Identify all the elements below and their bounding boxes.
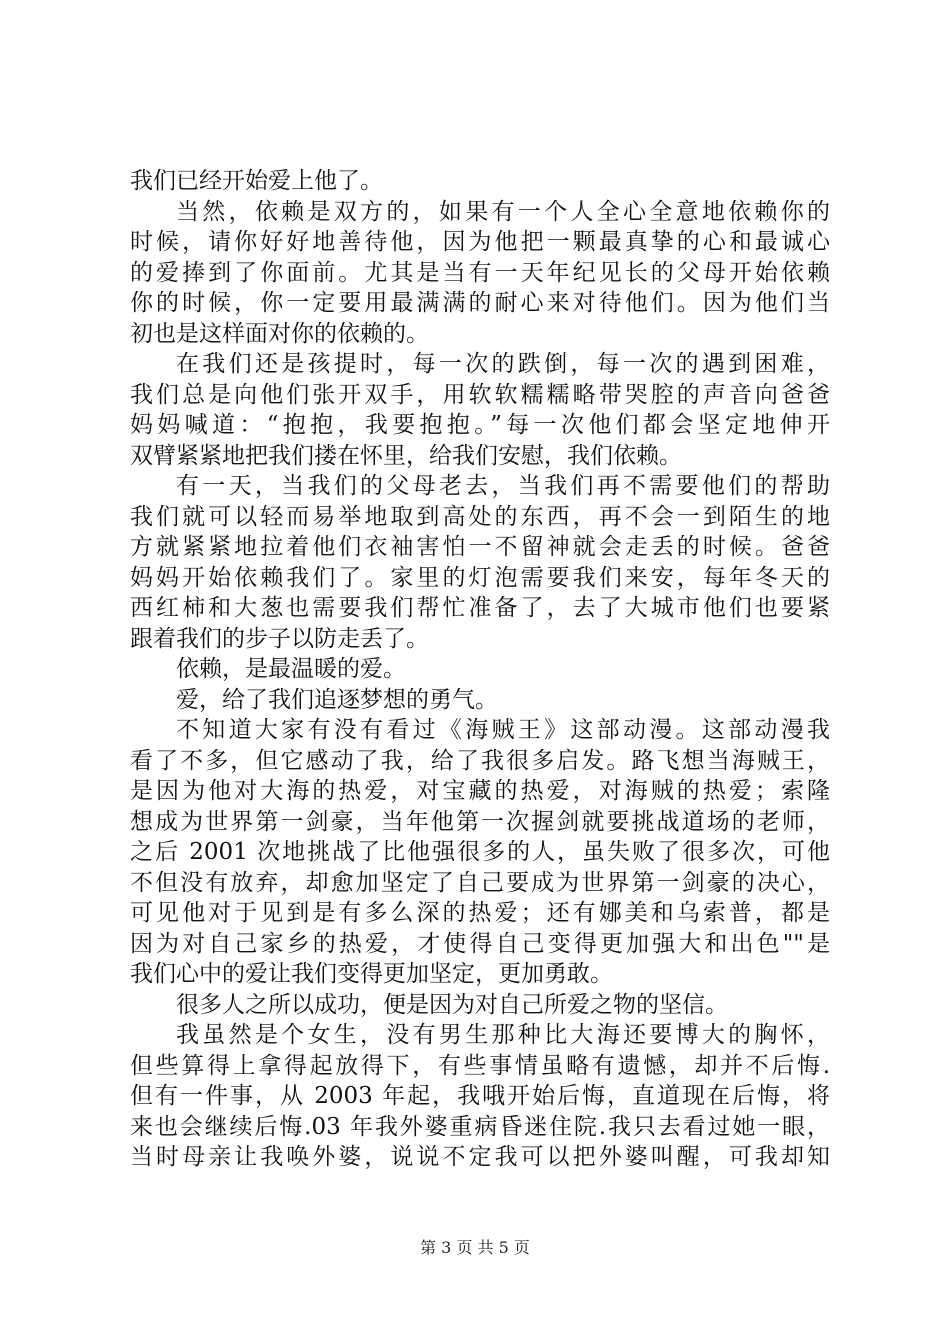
text-line: 你的时候，你一定要用最满满的耐心来对待他们。因为他们当 <box>130 290 830 316</box>
text-line: 的爱捧到了你面前。尤其是当有一天年纪见长的父母开始依赖 <box>130 259 830 286</box>
text-line: 但有一件事，从 2003 年起，我哦开始后悔，直道现在后悔，将 <box>130 1083 830 1109</box>
text-line: 妈妈开始依赖我们了。家里的灯泡需要我们来安，每年冬天的 <box>130 564 830 591</box>
text-line: 很多人之所以成功，便是因为对自己所爱之物的坚信。 <box>176 991 728 1018</box>
text-line: 因为对自己家乡的热爱，才使得自己变得更加强大和出色""是 <box>130 930 830 957</box>
body-text <box>130 166 830 1173</box>
text-line: 双臂紧紧地把我们搂在怀里，给我们安慰，我们依赖。 <box>130 442 682 469</box>
text-line: 当时母亲让我唤外婆，说说不定我可以把外婆叫醒，可我却知 <box>130 1144 830 1170</box>
text-line: 可见他对于见到是有多么深的热爱；还有娜美和乌索普，都是 <box>130 900 830 926</box>
text-line: 依赖，是最温暖的爱。 <box>176 656 406 682</box>
text-line: 妈妈喊道：“抱抱，我要抱抱。”每一次他们都会坚定地伸开 <box>130 412 830 438</box>
text-line: 时候，请你好好地善待他，因为他把一颗最真挚的心和最诚心 <box>130 229 830 255</box>
text-line: 爱，给了我们追逐梦想的勇气。 <box>176 686 498 713</box>
text-line: 不但没有放弃，却愈加坚定了自己要成为世界第一剑豪的决心， <box>130 869 830 896</box>
text-line: 来也会继续后悔.03 年我外婆重病昏迷住院.我只去看过她一眼， <box>130 1113 830 1140</box>
text-line: 看了不多，但它感动了我，给了我很多启发。路飞想当海贼王， <box>130 747 830 774</box>
text-line: 是因为他对大海的热爱，对宝藏的热爱，对海贼的热爱；索隆 <box>130 778 830 804</box>
page-footer: 第 3 页 共 5 页 <box>420 1238 530 1257</box>
text-line: 初也是这样面对你的依赖的。 <box>130 320 429 347</box>
text-line: 当然，依赖是双方的，如果有一个人全心全意地依赖你的 <box>176 198 830 225</box>
text-line: 在我们还是孩提时，每一次的跌倒，每一次的遇到困难， <box>176 351 830 377</box>
text-line: 方就紧紧地拉着他们衣袖害怕一不留神就会走丢的时候。爸爸 <box>130 534 830 560</box>
text-line: 有一天，当我们的父母老去，当我们再不需要他们的帮助 <box>176 473 830 499</box>
text-line: 跟着我们的步子以防走丢了。 <box>130 625 429 652</box>
text-line: 我们就可以轻而易举地取到高处的东西，再不会一到陌生的地 <box>130 503 830 530</box>
text-line: 但些算得上拿得起放得下，有些事情虽略有遗憾，却并不后悔. <box>130 1052 830 1079</box>
text-line: 我虽然是个女生，没有男生那种比大海还要博大的胸怀， <box>176 1022 830 1048</box>
text-line: 我们心中的爱让我们变得更加坚定，更加勇敢。 <box>130 961 613 987</box>
text-line: 之后 2001 次地挑战了比他强很多的人，虽失败了很多次，可他 <box>130 839 830 865</box>
text-line: 不知道大家有没有看过《海贼王》这部动漫。这部动漫我 <box>176 717 830 743</box>
text-line: 西红柿和大葱也需要我们帮忙准备了，去了大城市他们也要紧 <box>130 595 830 621</box>
text-line: 想成为世界第一剑豪，当年他第一次握剑就要挑战道场的老师， <box>130 808 830 835</box>
text-line: 我们总是向他们张开双手，用软软糯糯略带哭腔的声音向爸爸 <box>130 381 830 408</box>
text-line: 我们已经开始爱上他了。 <box>130 168 383 194</box>
